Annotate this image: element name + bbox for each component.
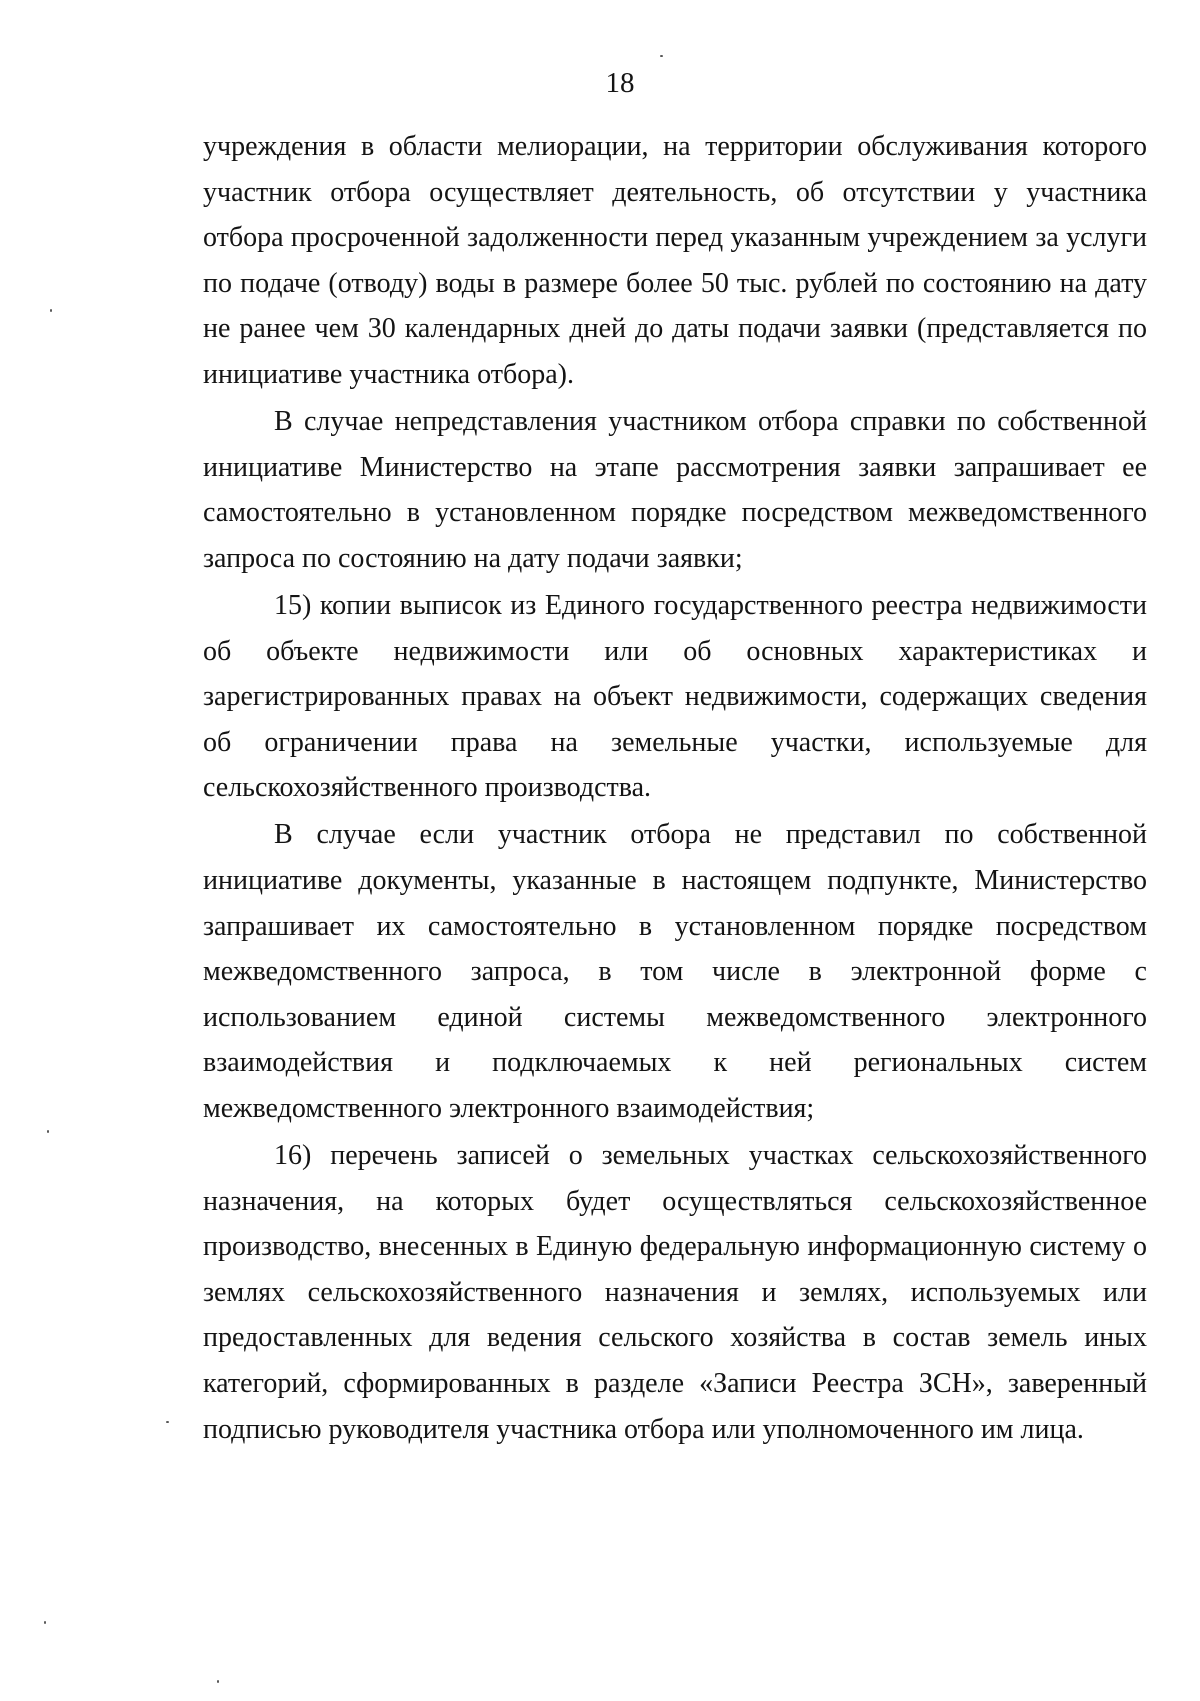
text-line: В случае если участник отбора не представил по собственной (274, 819, 1147, 851)
text-line: сельскохозяйственного производства. (203, 772, 652, 804)
text-line: межведомственного электронного взаимодействия; (203, 1092, 815, 1124)
text-line: землях сельскохозяйственного назначения и землях, используемых или (203, 1276, 1147, 1308)
text-line: по подаче (отводу) воды в размере более 50 тыс. рублей по состоянию на дату (203, 267, 1147, 299)
text-line: запроса по состоянию на дату подачи заявки; (203, 542, 743, 574)
text-line: об ограничении права на земельные участки, используемые для (203, 726, 1147, 758)
text-line: производство, внесенных в Единую федеральную информационную систему о (203, 1231, 1147, 1263)
text-line: об объекте недвижимости или об основных характеристиках и (203, 635, 1147, 667)
text-line: взаимодействия и подключаемых к ней региональных систем (203, 1047, 1147, 1079)
text-line: инициативе Министерство на этапе рассмотрения заявки запрашивает ее (203, 451, 1147, 483)
text-line: В случае непредставления участником отбора справки по собственной (274, 406, 1147, 438)
paragraph-item-16 (203, 1133, 1147, 1452)
paragraph-item-15 (203, 583, 1147, 811)
text-line: участник отбора осуществляет деятельность, об отсутствии у участника (203, 176, 1147, 208)
text-line: зарегистрированных правах на объект недвижимости, содержащих сведения (203, 681, 1147, 713)
text-line: не ранее чем 30 календарных дней до даты подачи заявки (представляется по (203, 313, 1147, 345)
text-line: подписью руководителя участника отбора или уполномоченного им лица. (203, 1413, 1084, 1445)
paragraph-non-submission (203, 399, 1147, 581)
scan-speck (660, 55, 663, 57)
text-line: запрашивает их самостоятельно в установленном порядке посредством (203, 910, 1147, 942)
text-line: предоставленных для ведения сельского хозяйства в состав земель иных (203, 1322, 1147, 1354)
scan-speck (47, 1130, 49, 1133)
text-line: межведомственного запроса, в том числе в электронной форме с (203, 956, 1147, 988)
text-line: самостоятельно в установленном порядке посредством межведомственного (203, 497, 1147, 529)
document-body (203, 124, 1147, 1452)
text-line: категорий, сформированных в разделе «Записи Реестра ЗСН», заверенный (203, 1368, 1147, 1400)
text-line: инициативе документы, указанные в настоящем подпункте, Министерство (203, 865, 1147, 896)
text-line: использованием единой системы межведомственного электронного (203, 1001, 1147, 1033)
page-number: 18 (605, 67, 635, 99)
scan-speck (166, 1421, 169, 1423)
text-line: отбора просроченной задолженности перед указанным учреждением за услуги (203, 222, 1147, 254)
text-line: учреждения в области мелиорации, на территории обслуживания которого (203, 131, 1147, 162)
paragraph-melioration-certificate (203, 124, 1147, 398)
scan-speck (217, 1680, 219, 1683)
paragraph-interagency-request (203, 812, 1147, 1131)
scan-speck (44, 1621, 46, 1624)
text-line: 15) копии выписок из Единого государственного реестра недвижимости (274, 589, 1147, 621)
text-line: назначения, на которых будет осуществляться сельскохозяйственное (203, 1185, 1147, 1217)
text-line: 16) перечень записей о земельных участках сельскохозяйственного (274, 1140, 1147, 1172)
text-line: инициативе участника отбора). (203, 358, 574, 390)
scan-speck (50, 309, 52, 312)
